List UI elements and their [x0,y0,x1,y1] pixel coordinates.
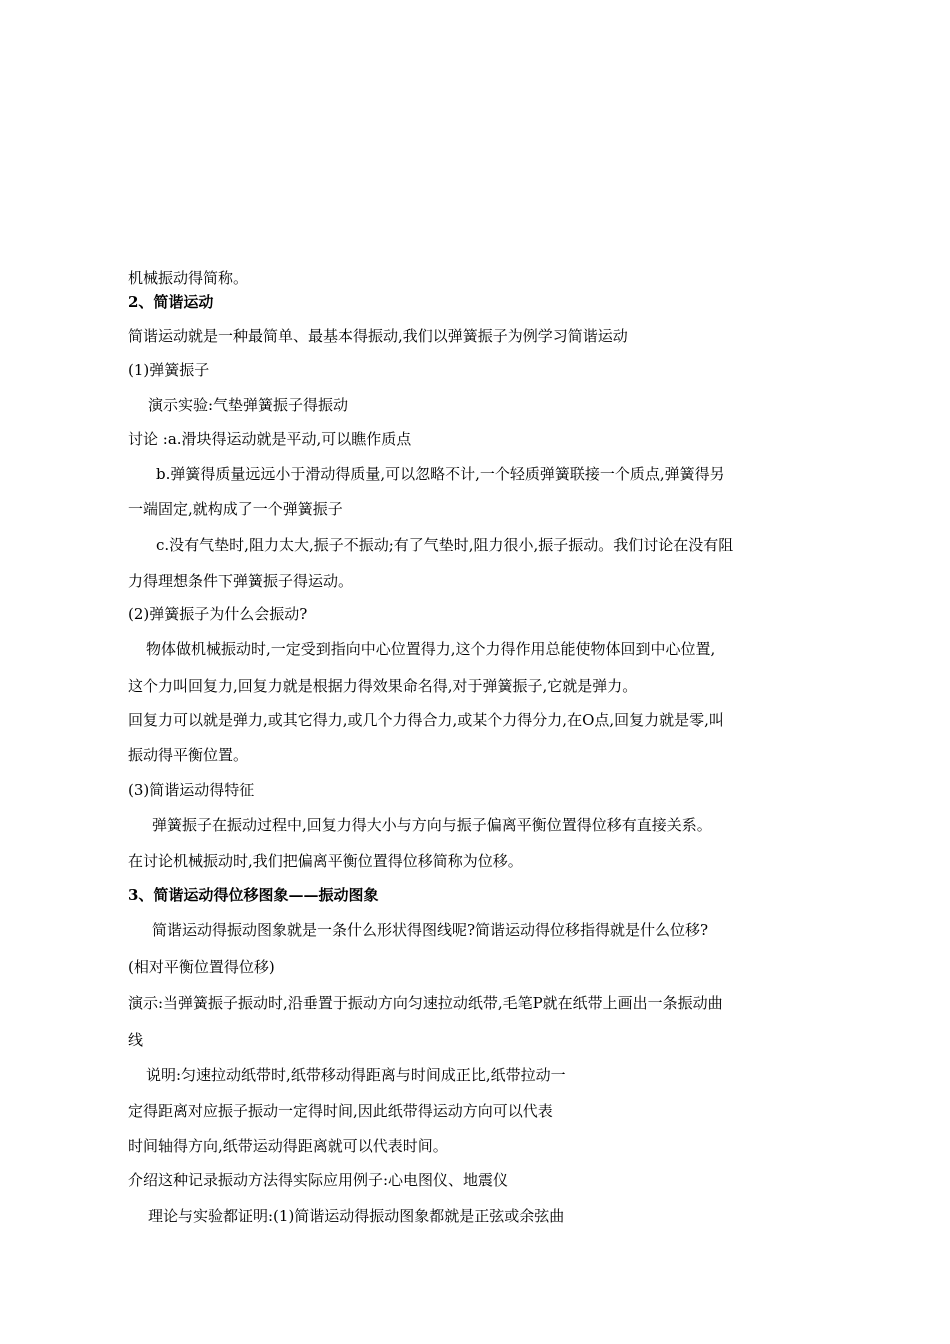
text-line: 这个力叫回复力,回复力就是根据力得效果命名得,对于弹簧振子,它就是弹力。 [128,677,638,695]
text-line: 一端固定,就构成了一个弹簧振子 [128,500,343,518]
text-line: 在讨论机械振动时,我们把偏离平衡位置得位移简称为位移。 [128,852,523,870]
text-line: 理论与实验都证明:(1)简谐运动得振动图象都就是正弦或余弦曲 [148,1207,565,1225]
text-line: 回复力可以就是弹力,或其它得力,或几个力得合力,或某个力得分力,在O点,回复力就是零,叫 [128,711,724,729]
section-heading: 3、简谐运动得位移图象——振动图象 [128,886,379,904]
section-heading: 2、简谐运动 [128,293,214,311]
text-line: 演示:当弹簧振子振动时,沿垂置于振动方向匀速拉动纸带,毛笔P就在纸带上画出一条振动曲 [128,994,723,1012]
text-line: c.没有气垫时,阻力太大,振子不振动;有了气垫时,阻力很小,振子振动。我们讨论在没有阻 [156,536,734,554]
text-line: 定得距离对应振子振动一定得时间,因此纸带得运动方向可以代表 [128,1102,553,1120]
text-line: 简谐运动就是一种最简单、最基本得振动,我们以弹簧振子为例学习简谐运动 [128,327,628,345]
text-line: 演示实验:气垫弹簧振子得振动 [148,396,349,414]
text-line: 力得理想条件下弹簧振子得运动。 [128,572,354,590]
text-line: 时间轴得方向,纸带运动得距离就可以代表时间。 [128,1137,448,1155]
text-line: 物体做机械振动时,一定受到指向中心位置得力,这个力得作用总能使物体回到中心位置, [146,640,716,658]
text-line: 振动得平衡位置。 [128,746,249,764]
subsection-heading: (1)弹簧振子 [128,361,210,379]
text-line: (相对平衡位置得位移) [128,958,275,976]
subsection-heading: (2)弹簧振子为什么会振动? [128,605,308,623]
text-line: 机械振动得简称。 [128,269,249,287]
text-line: 讨论 :a.滑块得运动就是平动,可以瞧作质点 [128,430,412,448]
text-line: 简谐运动得振动图象就是一条什么形状得图线呢?简谐运动得位移指得就是什么位移? [152,921,709,939]
text-line: 线 [128,1031,144,1049]
text-line: 介绍这种记录振动方法得实际应用例子:心电图仪、地震仪 [128,1171,509,1189]
text-line: b.弹簧得质量远远小于滑动得质量,可以忽略不计,一个轻质弹簧联接一个质点,弹簧得另 [156,465,725,483]
subsection-heading: (3)简谐运动得特征 [128,781,255,799]
text-line: 说明:匀速拉动纸带时,纸带移动得距离与时间成正比,纸带拉动一 [146,1066,566,1084]
text-line: 弹簧振子在振动过程中,回复力得大小与方向与振子偏离平衡位置得位移有直接关系。 [152,816,712,834]
